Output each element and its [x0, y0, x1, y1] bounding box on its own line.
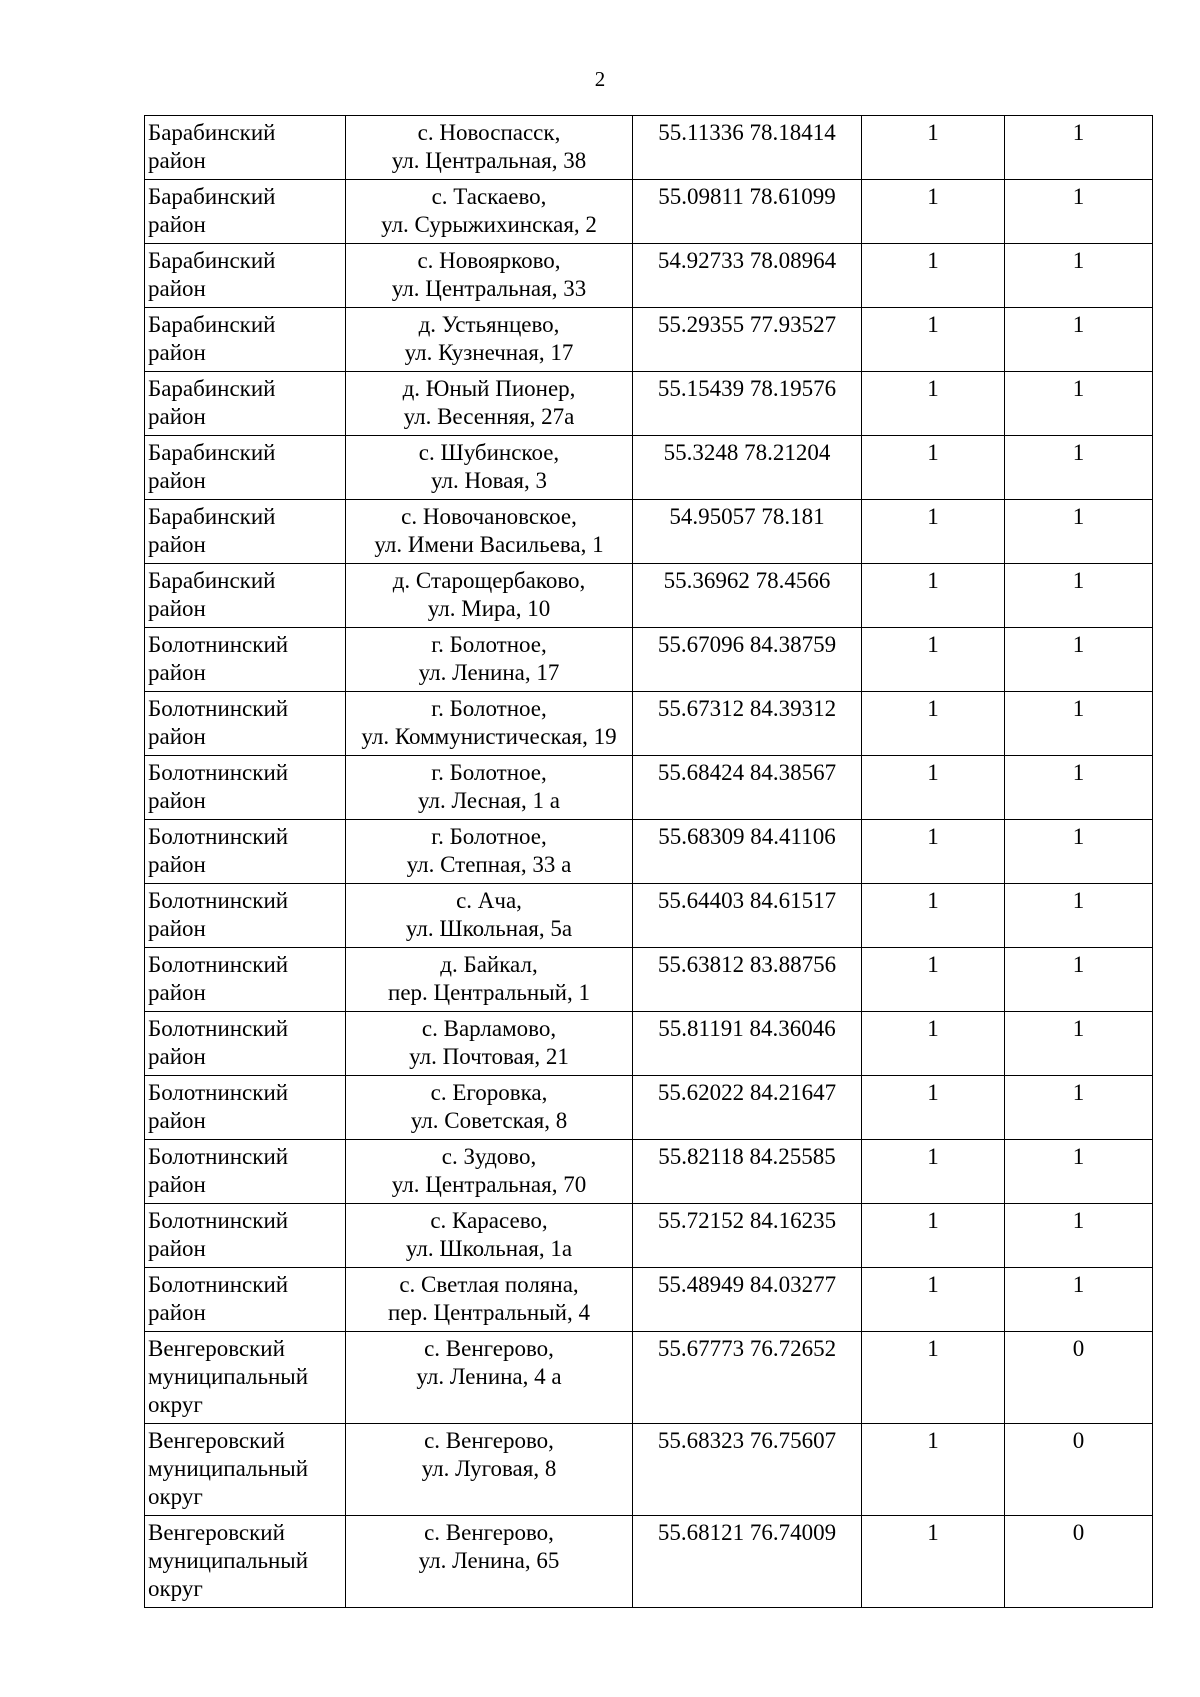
address-cell: с. Венгерово, ул. Ленина, 4 а: [346, 1332, 633, 1424]
coordinates-cell: 55.67773 76.72652: [633, 1332, 862, 1424]
table-row: [145, 1332, 1153, 1424]
coordinates-cell: 55.68323 76.75607: [633, 1424, 862, 1516]
address-cell: д. Старощербаково, ул. Мира, 10: [346, 564, 633, 628]
address-cell: с. Карасево, ул. Школьная, 1а: [346, 1204, 633, 1268]
coordinates-cell: 54.92733 78.08964: [633, 244, 862, 308]
page-number: 2: [594, 67, 606, 91]
count-cell-2: 1: [1005, 948, 1153, 1012]
count-cell-2: 1: [1005, 692, 1153, 756]
coordinates-cell: 55.68424 84.38567: [633, 756, 862, 820]
table-row: [145, 628, 1153, 692]
district-cell: Болотнинский район: [145, 1204, 346, 1268]
coordinates-cell: 55.48949 84.03277: [633, 1268, 862, 1332]
address-cell: г. Болотное, ул. Ленина, 17: [346, 628, 633, 692]
table-row: [145, 1140, 1153, 1204]
table-row: [145, 948, 1153, 1012]
count-cell-1: 1: [862, 756, 1005, 820]
coordinates-cell: 54.95057 78.181: [633, 500, 862, 564]
count-cell-2: 0: [1005, 1516, 1153, 1608]
district-cell: Болотнинский район: [145, 1140, 346, 1204]
count-cell-2: 1: [1005, 116, 1153, 180]
address-cell: с. Варламово, ул. Почтовая, 21: [346, 1012, 633, 1076]
table-row: [145, 692, 1153, 756]
address-cell: д. Байкал, пер. Центральный, 1: [346, 948, 633, 1012]
count-cell-2: 1: [1005, 500, 1153, 564]
district-cell: Венгеровский муниципальный округ: [145, 1424, 346, 1516]
coordinates-cell: 55.29355 77.93527: [633, 308, 862, 372]
district-cell: Барабинский район: [145, 244, 346, 308]
count-cell-2: 1: [1005, 308, 1153, 372]
count-cell-2: 1: [1005, 628, 1153, 692]
table-row: [145, 756, 1153, 820]
table-row: [145, 244, 1153, 308]
address-cell: с. Новочановское, ул. Имени Васильева, 1: [346, 500, 633, 564]
count-cell-1: 1: [862, 308, 1005, 372]
coordinates-cell: 55.62022 84.21647: [633, 1076, 862, 1140]
table-row: [145, 1204, 1153, 1268]
coordinates-cell: 55.15439 78.19576: [633, 372, 862, 436]
address-cell: с. Новоярково, ул. Центральная, 33: [346, 244, 633, 308]
table-row: [145, 180, 1153, 244]
count-cell-1: 1: [862, 180, 1005, 244]
count-cell-2: 1: [1005, 820, 1153, 884]
coordinates-cell: 55.09811 78.61099: [633, 180, 862, 244]
district-cell: Болотнинский район: [145, 948, 346, 1012]
address-cell: д. Устьянцево, ул. Кузнечная, 17: [346, 308, 633, 372]
count-cell-1: 1: [862, 948, 1005, 1012]
count-cell-1: 1: [862, 372, 1005, 436]
coordinates-cell: 55.68121 76.74009: [633, 1516, 862, 1608]
coordinates-cell: 55.36962 78.4566: [633, 564, 862, 628]
count-cell-1: 1: [862, 1516, 1005, 1608]
count-cell-1: 1: [862, 628, 1005, 692]
district-cell: Барабинский район: [145, 308, 346, 372]
address-cell: с. Шубинское, ул. Новая, 3: [346, 436, 633, 500]
table-row: [145, 1012, 1153, 1076]
table-row: [145, 500, 1153, 564]
count-cell-1: 1: [862, 1268, 1005, 1332]
address-cell: г. Болотное, ул. Лесная, 1 а: [346, 756, 633, 820]
district-cell: Болотнинский район: [145, 1012, 346, 1076]
table-row: [145, 1516, 1153, 1608]
address-cell: с. Егоровка, ул. Советская, 8: [346, 1076, 633, 1140]
district-cell: Болотнинский район: [145, 628, 346, 692]
address-cell: д. Юный Пионер, ул. Весенняя, 27а: [346, 372, 633, 436]
district-cell: Барабинский район: [145, 180, 346, 244]
count-cell-1: 1: [862, 436, 1005, 500]
count-cell-1: 1: [862, 500, 1005, 564]
district-cell: Болотнинский район: [145, 884, 346, 948]
count-cell-1: 1: [862, 244, 1005, 308]
district-cell: Болотнинский район: [145, 692, 346, 756]
address-cell: с. Новоспасск, ул. Центральная, 38: [346, 116, 633, 180]
table-row: [145, 564, 1153, 628]
table-row: [145, 116, 1153, 180]
district-cell: Болотнинский район: [145, 756, 346, 820]
count-cell-2: 1: [1005, 180, 1153, 244]
coordinates-cell: 55.67312 84.39312: [633, 692, 862, 756]
count-cell-1: 1: [862, 1076, 1005, 1140]
coordinates-cell: 55.3248 78.21204: [633, 436, 862, 500]
coordinates-cell: 55.64403 84.61517: [633, 884, 862, 948]
district-cell: Болотнинский район: [145, 820, 346, 884]
address-cell: г. Болотное, ул. Степная, 33 а: [346, 820, 633, 884]
address-cell: с. Таскаево, ул. Сурыжихинская, 2: [346, 180, 633, 244]
district-cell: Барабинский район: [145, 372, 346, 436]
address-table: [144, 115, 1153, 1608]
coordinates-cell: 55.72152 84.16235: [633, 1204, 862, 1268]
count-cell-2: 1: [1005, 436, 1153, 500]
address-cell: с. Венгерово, ул. Луговая, 8: [346, 1424, 633, 1516]
table-row: [145, 436, 1153, 500]
table-body: [145, 116, 1153, 1608]
count-cell-1: 1: [862, 1012, 1005, 1076]
count-cell-2: 1: [1005, 372, 1153, 436]
count-cell-1: 1: [862, 692, 1005, 756]
district-cell: Барабинский район: [145, 116, 346, 180]
district-cell: Венгеровский муниципальный округ: [145, 1516, 346, 1608]
count-cell-1: 1: [862, 1332, 1005, 1424]
count-cell-2: 0: [1005, 1332, 1153, 1424]
district-cell: Болотнинский район: [145, 1076, 346, 1140]
count-cell-1: 1: [862, 1204, 1005, 1268]
address-cell: г. Болотное, ул. Коммунистическая, 19: [346, 692, 633, 756]
coordinates-cell: 55.82118 84.25585: [633, 1140, 862, 1204]
table-row: [145, 1076, 1153, 1140]
coordinates-cell: 55.63812 83.88756: [633, 948, 862, 1012]
count-cell-2: 1: [1005, 1012, 1153, 1076]
coordinates-cell: 55.68309 84.41106: [633, 820, 862, 884]
table-row: [145, 884, 1153, 948]
count-cell-1: 1: [862, 564, 1005, 628]
count-cell-1: 1: [862, 1140, 1005, 1204]
coordinates-cell: 55.81191 84.36046: [633, 1012, 862, 1076]
address-cell: с. Ача, ул. Школьная, 5а: [346, 884, 633, 948]
district-cell: Барабинский район: [145, 564, 346, 628]
table-row: [145, 1268, 1153, 1332]
count-cell-2: 1: [1005, 1268, 1153, 1332]
district-cell: Венгеровский муниципальный округ: [145, 1332, 346, 1424]
table-row: [145, 308, 1153, 372]
count-cell-2: 1: [1005, 1076, 1153, 1140]
table-row: [145, 820, 1153, 884]
table-row: [145, 1424, 1153, 1516]
district-cell: Болотнинский район: [145, 1268, 346, 1332]
district-cell: Барабинский район: [145, 500, 346, 564]
count-cell-2: 1: [1005, 1140, 1153, 1204]
count-cell-1: 1: [862, 884, 1005, 948]
count-cell-1: 1: [862, 820, 1005, 884]
count-cell-1: 1: [862, 1424, 1005, 1516]
count-cell-2: 1: [1005, 884, 1153, 948]
address-cell: с. Зудово, ул. Центральная, 70: [346, 1140, 633, 1204]
count-cell-2: 1: [1005, 1204, 1153, 1268]
count-cell-2: 1: [1005, 564, 1153, 628]
count-cell-2: 1: [1005, 756, 1153, 820]
coordinates-cell: 55.11336 78.18414: [633, 116, 862, 180]
count-cell-1: 1: [862, 116, 1005, 180]
address-cell: с. Светлая поляна, пер. Центральный, 4: [346, 1268, 633, 1332]
coordinates-cell: 55.67096 84.38759: [633, 628, 862, 692]
count-cell-2: 0: [1005, 1424, 1153, 1516]
count-cell-2: 1: [1005, 244, 1153, 308]
address-cell: с. Венгерово, ул. Ленина, 65: [346, 1516, 633, 1608]
district-cell: Барабинский район: [145, 436, 346, 500]
table-row: [145, 372, 1153, 436]
